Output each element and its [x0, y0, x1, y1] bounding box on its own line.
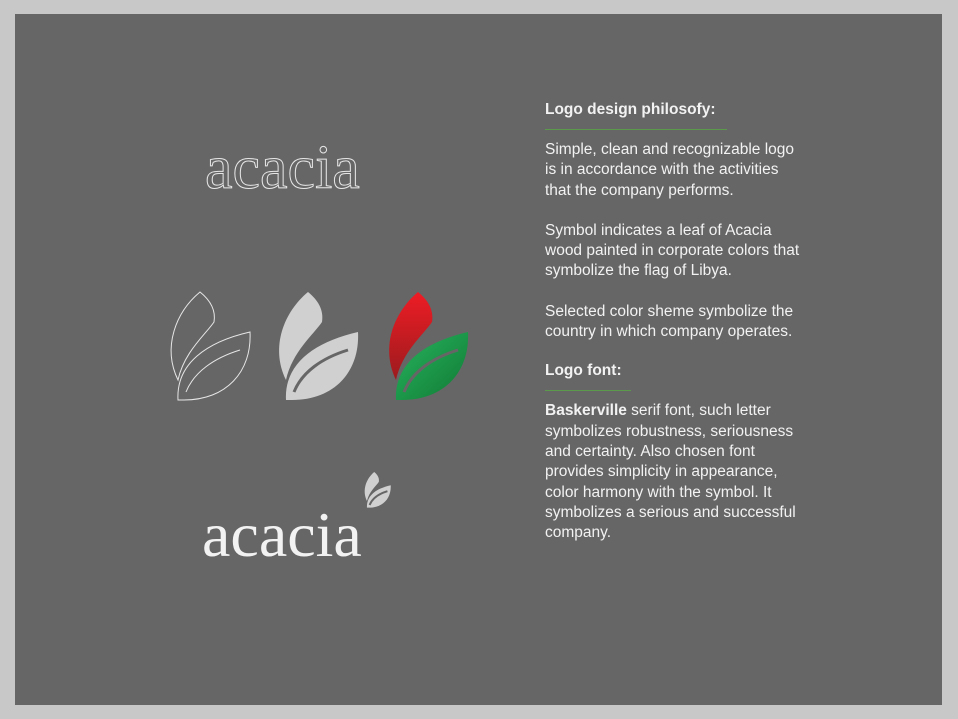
font-heading-underline	[545, 390, 631, 391]
font-name: Baskerville	[545, 402, 627, 420]
leaf-symbol-variants	[160, 288, 480, 408]
logo-final	[200, 468, 450, 568]
wordmark-outline	[203, 130, 443, 200]
description-column	[545, 97, 805, 563]
wordmark-outline-text: acacia	[205, 134, 360, 200]
font-description: serif font, such letter symbolizes robustness, seriousness and certainty. Also chosen font provides simplicity in appearance, color harmony with the symbol. It symbolizes a serious and successful company.	[545, 402, 796, 542]
logo-final-wordmark: acacia	[202, 499, 362, 568]
philosophy-paragraph-1: Simple, clean and recognizable logo is in accordance with the activities that the company performs.	[545, 141, 795, 199]
logo-leaf-icon	[365, 472, 391, 508]
font-paragraph	[545, 401, 805, 543]
font-heading: Logo font:	[545, 362, 622, 380]
leaf-icon-grey	[279, 292, 358, 400]
philosophy-paragraph-3: Selected color sheme symbolize the country in which company operates.	[545, 302, 794, 341]
heading-underline	[545, 129, 727, 130]
leaf-icon-color	[389, 292, 468, 400]
philosophy-heading: Logo design philosofy:	[545, 101, 716, 118]
leaf-icon-outline	[171, 292, 250, 400]
philosophy-paragraph-2: Symbol indicates a leaf of Acacia wood painted in corporate colors that symbolize the flag of Libya.	[545, 221, 800, 280]
